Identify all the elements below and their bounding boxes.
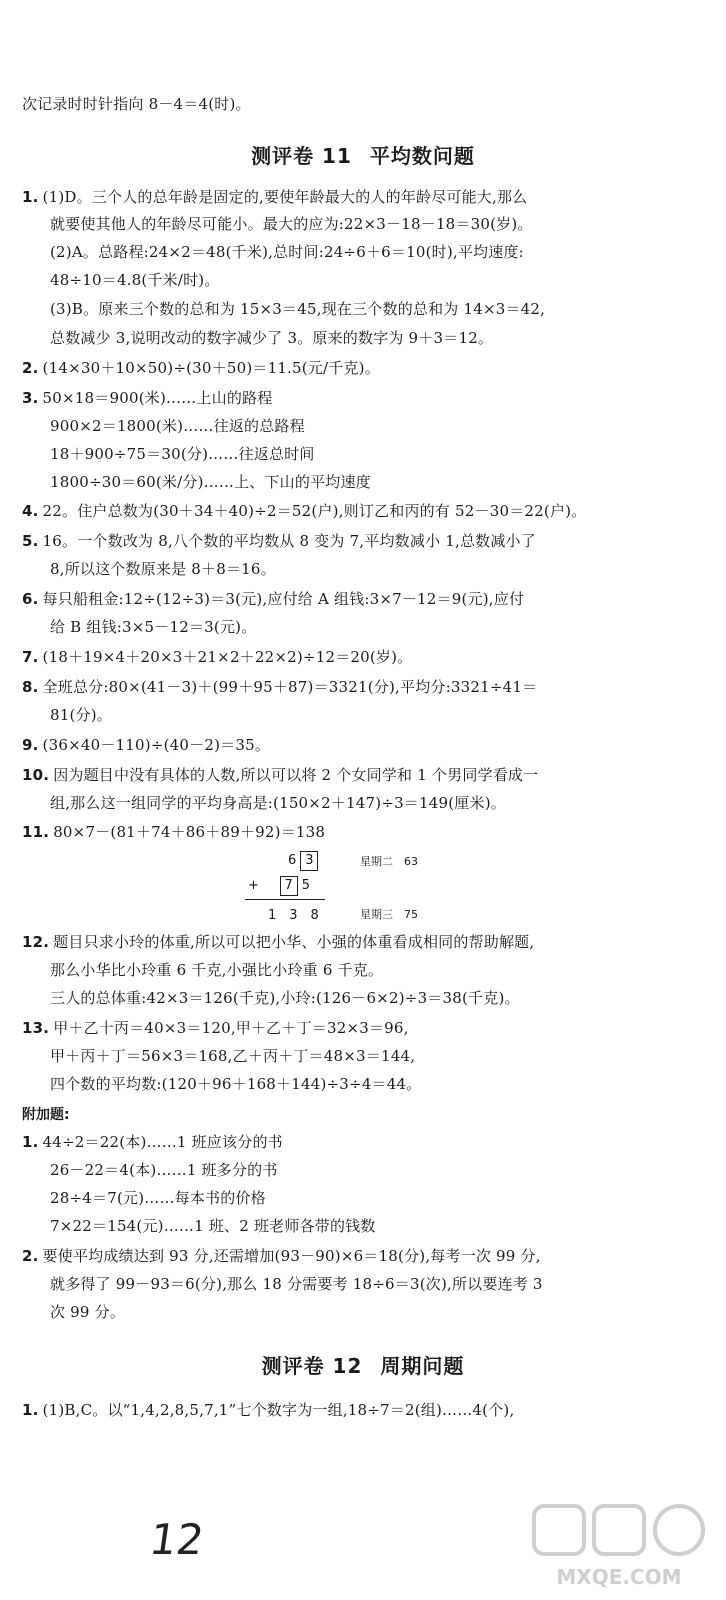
list-item: 3. 50×18＝900(米)……上山的路程 bbox=[22, 389, 273, 407]
list-item: 8. 全班总分:80×(41－3)＋(99＋95＋87)＝3321(分),平均分:3321÷41＝ bbox=[22, 678, 538, 696]
section-11-title bbox=[0, 140, 726, 169]
watermark-text: MXQE.COM bbox=[556, 1565, 682, 1589]
list-item: (2)A。总路程:24×2＝48(千米),总时间:24÷6＋6＝10(时),平均速度: bbox=[50, 243, 524, 261]
section-12-title-left: 测评卷 12 bbox=[261, 1354, 363, 1378]
list-item: (3)B。原来三个数的总和为 15×3＝45,现在三个数的总和为 14×3＝42, bbox=[50, 300, 546, 318]
list-item: 甲＋丙＋丁＝56×3＝168,乙＋丙＋丁＝48×3＝144, bbox=[50, 1047, 416, 1065]
list-item: 81(分)。 bbox=[50, 706, 112, 724]
section-12-title bbox=[0, 1350, 726, 1379]
list-item: 组,那么这一组同学的平均身高是:(150×2＋147)÷3＝149(厘米)。 bbox=[50, 794, 506, 812]
list-item: 18＋900÷75＝30(分)……往返总时间 bbox=[50, 445, 315, 463]
vertical-row-2: + 7 5 bbox=[248, 876, 310, 896]
list-item: 4. 22。住户总数为(30＋34＋40)÷2＝52(户),则订乙和丙的有 52－30＝22(户)。 bbox=[22, 502, 587, 520]
list-item: 48÷10＝4.8(千米/时)。 bbox=[50, 271, 220, 289]
vertical-row-3: 1 3 8 bbox=[268, 908, 319, 923]
vertical-row-1: 6 3 bbox=[288, 851, 318, 871]
section-11-title-left: 测评卷 11 bbox=[251, 144, 352, 168]
list-item: 28÷4＝7(元)……每本书的价格 bbox=[50, 1189, 266, 1207]
vertical-label-3: 星期三 75 bbox=[360, 908, 418, 921]
list-item: 6. 每只船租金:12÷(12÷3)＝3(元),应付给 A 组钱:3×7－12＝9(元),应付 bbox=[22, 590, 525, 608]
list-item: 四个数的平均数:(120＋96＋168＋144)÷3÷4＝44。 bbox=[50, 1075, 422, 1093]
list-item: 1. (1)D。三个人的总年龄是固定的,要使年龄最大的人的年龄尽可能大,那么 bbox=[22, 188, 528, 206]
list-item: 总数减少 3,说明改动的数字减少了 3。原来的数字为 9＋3＝12。 bbox=[50, 329, 494, 347]
list-item: 11. 80×7－(81＋74＋86＋89＋92)＝138 bbox=[22, 823, 326, 841]
list-item: 次 99 分。 bbox=[50, 1303, 126, 1321]
list-item: 就多得了 99－93＝6(分),那么 18 分需要考 18÷6＝3(次),所以要连考 3 bbox=[50, 1275, 543, 1293]
list-item: 7. (18＋19×4＋20×3＋21×2＋22×2)÷12＝20(岁)。 bbox=[22, 648, 413, 666]
list-item: 7×22＝154(元)……1 班、2 班老师各带的钱数 bbox=[50, 1217, 376, 1235]
list-item: 三人的总体重:42×3＝126(千克),小玲:(126－6×2)÷3＝38(千克)。 bbox=[50, 989, 520, 1007]
vertical-rule bbox=[245, 899, 325, 900]
list-item: 12. 题目只求小玲的体重,所以可以把小华、小强的体重看成相同的帮助解题, bbox=[22, 933, 535, 951]
list-item: 13. 甲＋乙十丙＝40×3＝120,甲＋乙＋丁＝32×3＝96, bbox=[22, 1019, 409, 1037]
addon-title: 附加题: bbox=[22, 1107, 70, 1123]
watermark-logo bbox=[524, 1500, 714, 1592]
list-item: 8,所以这个数原来是 8＋8＝16。 bbox=[50, 560, 276, 578]
list-item: 1800÷30＝60(米/分)……上、下山的平均速度 bbox=[50, 473, 371, 491]
section-11-title-right: 平均数问题 bbox=[369, 144, 475, 168]
list-item: 1. (1)B,C。以“1,4,2,8,5,7,1”七个数字为一组,18÷7＝2(组)……4(个), bbox=[22, 1401, 515, 1419]
list-item: 给 B 组钱:3×5－12＝3(元)。 bbox=[50, 618, 257, 636]
list-item: 就要使其他人的年龄尽可能小。最大的应为:22×3－18－18＝30(岁)。 bbox=[50, 215, 533, 233]
list-item: 1. 44÷2＝22(本)……1 班应该分的书 bbox=[22, 1133, 283, 1151]
list-item: 5. 16。一个数改为 8,八个数的平均数从 8 变为 7,平均数减小 1,总数减小了 bbox=[22, 532, 536, 550]
section-12-title-right: 周期问题 bbox=[380, 1354, 465, 1378]
handwritten-page-number: 12 bbox=[146, 1515, 207, 1564]
list-item: 2. 要使平均成绩达到 93 分,还需增加(93－90)×6＝18(分),每考一次 99 分, bbox=[22, 1247, 541, 1265]
list-item: 那么小华比小玲重 6 千克,小强比小玲重 6 千克。 bbox=[50, 961, 384, 979]
list-item: 10. 因为题目中没有具体的人数,所以可以将 2 个女同学和 1 个男同学看成一 bbox=[22, 766, 539, 784]
list-item: 9. (36×40－110)÷(40－2)＝35。 bbox=[22, 736, 271, 754]
list-item: 900×2＝1800(米)……往返的总路程 bbox=[50, 417, 305, 435]
list-item: 2. (14×30＋10×50)÷(30＋50)＝11.5(元/千克)。 bbox=[22, 359, 380, 377]
vertical-label-1: 星期二 63 bbox=[360, 855, 418, 868]
list-item: 26－22＝4(本)……1 班多分的书 bbox=[50, 1161, 278, 1179]
top-line: 次记录时时针指向 8－4＝4(时)。 bbox=[22, 95, 251, 113]
